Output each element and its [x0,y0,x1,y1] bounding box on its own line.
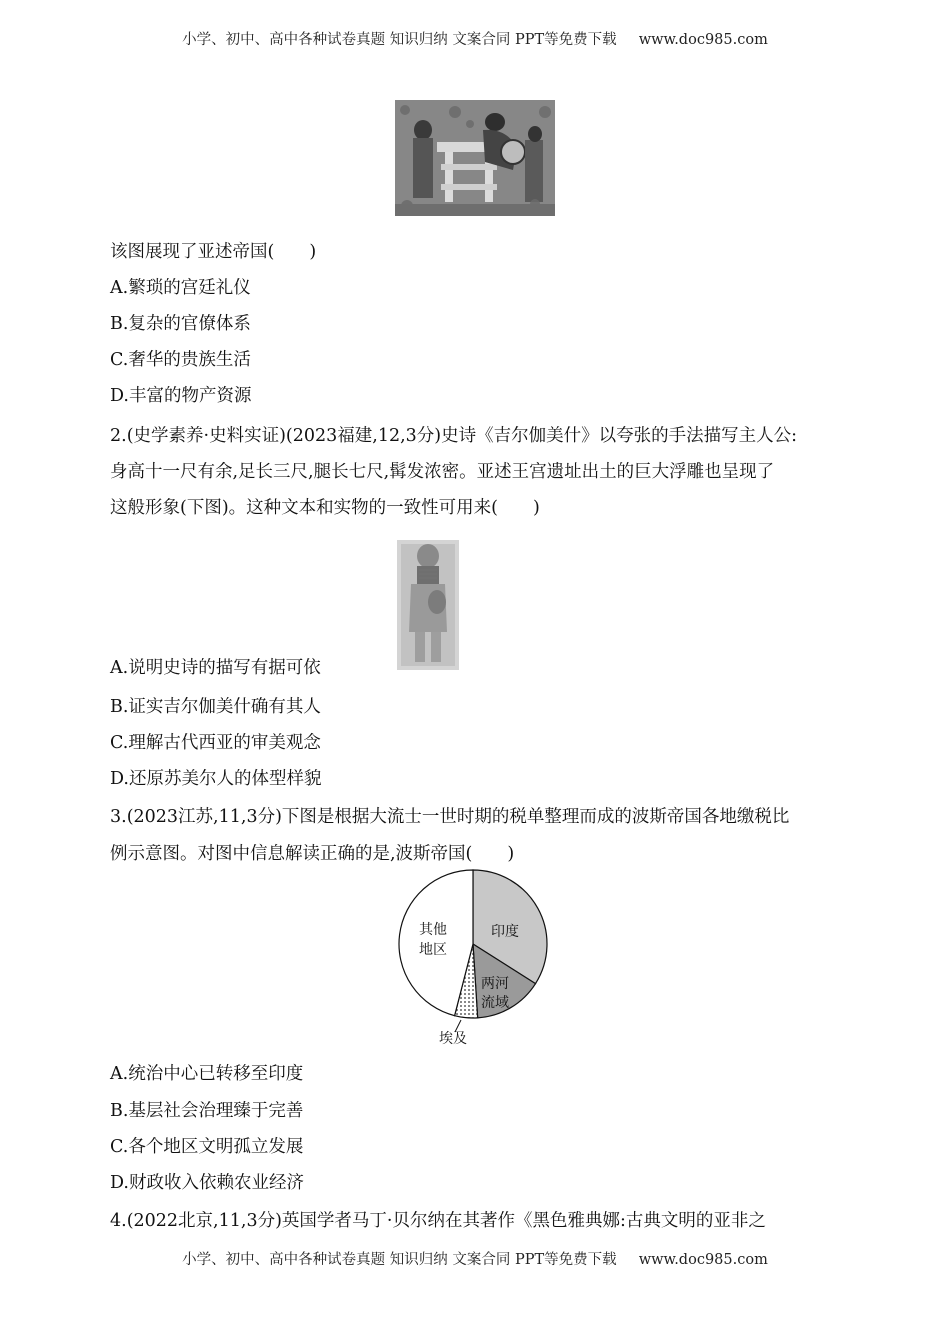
q3-option-a: A.统治中心已转移至印度 [110,1064,304,1084]
q2-stem-line-1: 2.(史学素养·史料实证)(2023福建,12,3分)史诗《吉尔伽美什》以夸张的手法描写主人公: [110,426,798,446]
q1-option-d: D.丰富的物产资源 [110,386,252,406]
assyrian-banquet-relief-image [395,100,555,216]
q2-stem-line-3: 这般形象(下图)。这种文本和实物的一致性可用来( ) [110,498,540,518]
gilgamesh-relief-image [397,540,459,670]
q2-option-b: B.证实吉尔伽美什确有其人 [110,697,321,717]
page-header [0,28,950,49]
q1-option-c: C.奢华的贵族生活 [110,350,251,370]
header-site[interactable]: www.doc985.com [638,32,768,48]
q1-option-b: B.复杂的官僚体系 [110,314,251,334]
q2-option-a: A.说明史诗的描写有据可依 [110,658,321,678]
page-footer [0,1248,950,1269]
q3-option-d: D.财政收入依赖农业经济 [110,1173,304,1193]
pie-label-other-2: 地区 [419,942,447,958]
q3-stem-line-1: 3.(2023江苏,11,3分)下图是根据大流士一世时期的税单整理而成的波斯帝国各地缴税比 [110,807,790,827]
footer-site[interactable]: www.doc985.com [638,1252,768,1268]
q2-stem-line-2: 身高十一尺有余,足长三尺,腿长七尺,髯发浓密。亚述王宫遗址出土的巨大浮雕也呈现了 [110,462,775,482]
pie-label-mesopotamia-2: 流域 [481,995,509,1011]
q1-option-a: A.繁琐的宫廷礼仪 [110,278,251,298]
footer-title: 小学、初中、高中各种试卷真题 知识归纳 文案合同 PPT等免费下载 [182,1252,617,1268]
q3-option-b: B.基层社会治理臻于完善 [110,1101,304,1121]
pie-label-egypt: 埃及 [439,1031,467,1047]
q3-option-c: C.各个地区文明孤立发展 [110,1137,304,1157]
pie-label-other-1: 其他 [419,922,447,938]
q1-stem: 该图展现了亚述帝国( ) [110,242,317,262]
pie-label-mesopotamia-1: 两河 [481,976,509,992]
pie-label-india: 印度 [491,924,519,940]
q2-option-d: D.还原苏美尔人的体型样貌 [110,769,322,789]
q2-option-c: C.理解古代西亚的审美观念 [110,733,321,753]
persian-tax-pie-chart [395,868,555,1048]
q3-stem-line-2: 例示意图。对图中信息解读正确的是,波斯帝国( ) [110,844,515,864]
header-title: 小学、初中、高中各种试卷真题 知识归纳 文案合同 PPT等免费下载 [182,32,617,48]
q4-stem-line-1: 4.(2022北京,11,3分)英国学者马丁·贝尔纳在其著作《黑色雅典娜:古典文明的亚非之 [110,1211,766,1231]
